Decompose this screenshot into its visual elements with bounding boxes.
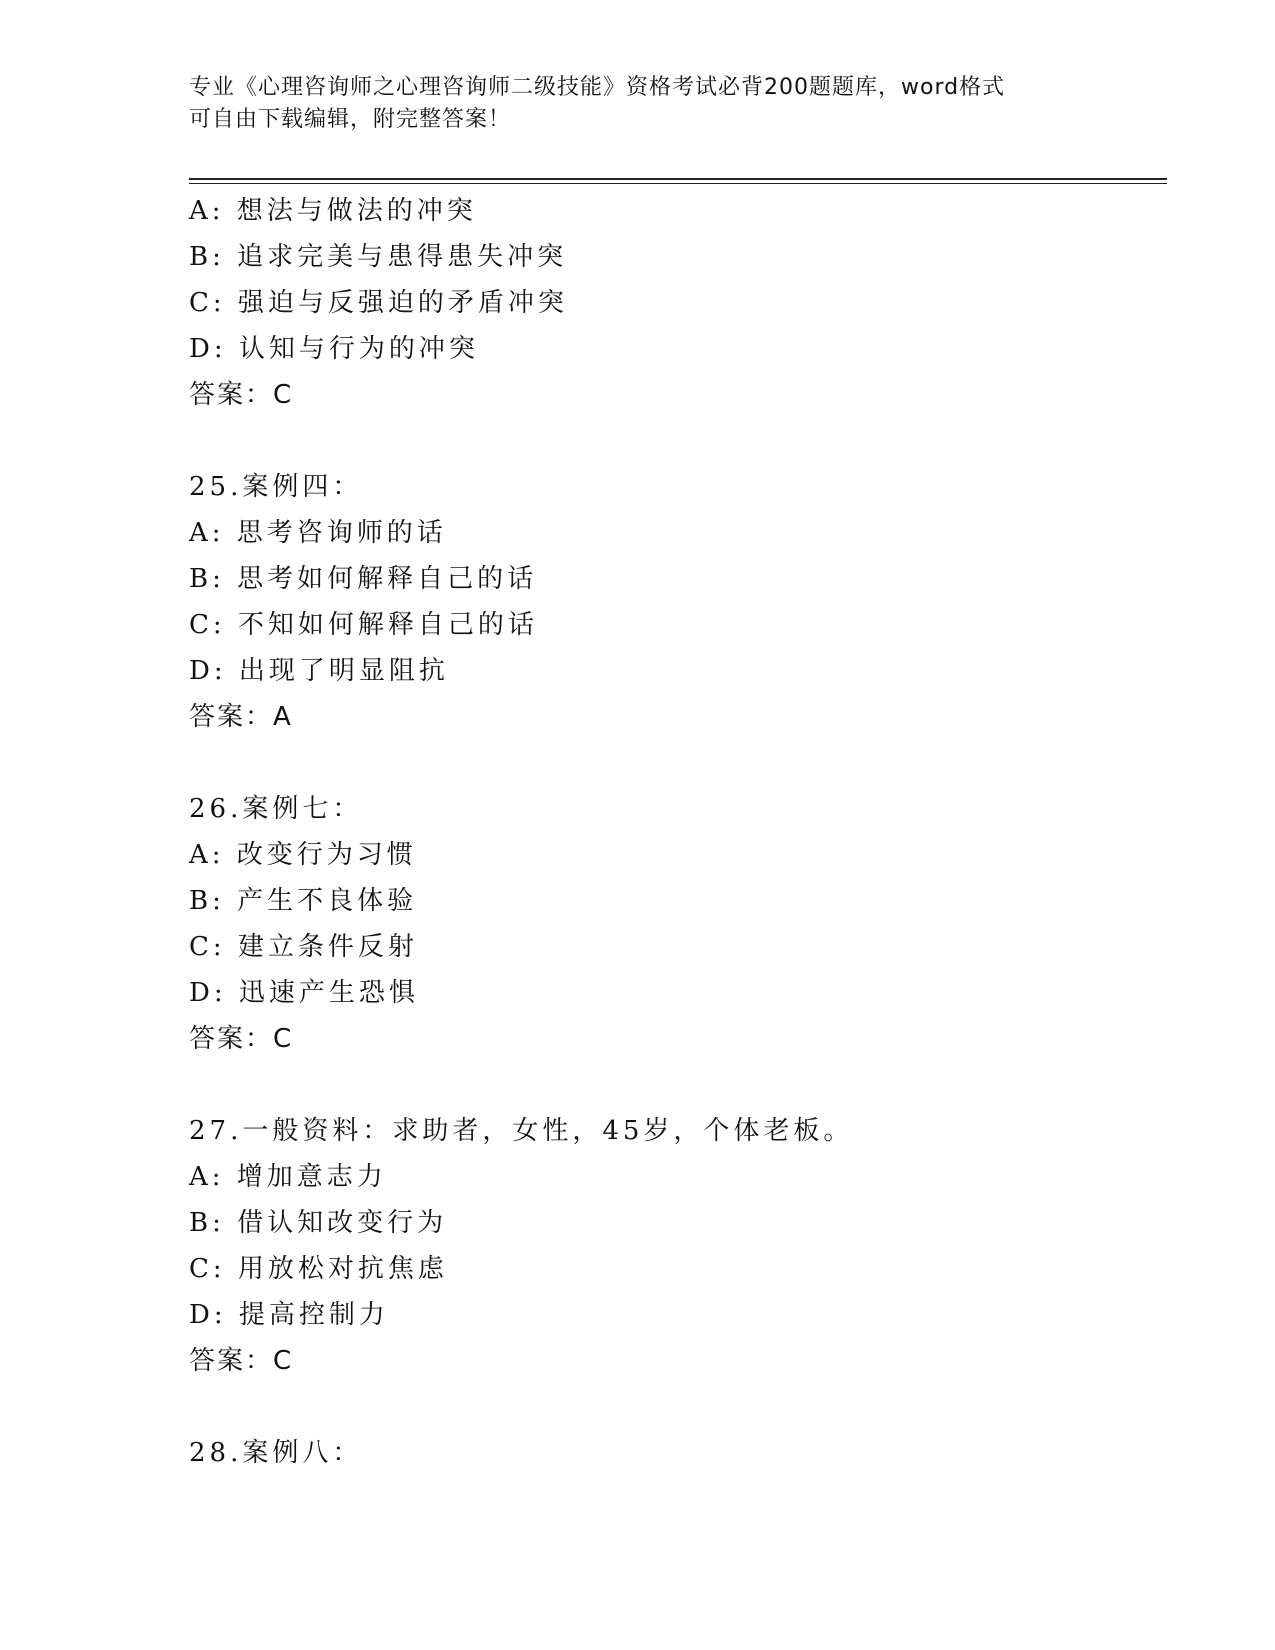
q26-option-c: C: 建立条件反射 (189, 932, 418, 962)
q27-answer: 答案：C (189, 1346, 294, 1376)
question-28-block (189, 1430, 1167, 1476)
q27-option-c: C: 用放松对抗焦虑 (189, 1254, 448, 1284)
q25-option-a: A: 思考咨询师的话 (189, 518, 447, 548)
spacer (189, 740, 1167, 786)
spacer (189, 1062, 1167, 1108)
q25-answer: 答案：A (189, 702, 293, 732)
q24-answer: 答案：C (189, 380, 294, 410)
question-24-block (189, 188, 1167, 418)
question-list (189, 188, 1167, 1476)
q28-title: 28.案例八： (189, 1438, 363, 1468)
q25-option-d: D: 出现了明显阻抗 (189, 656, 449, 686)
q24-option-c: C: 强迫与反强迫的矛盾冲突 (189, 288, 568, 318)
document-header (189, 72, 1089, 136)
q24-option-a: A: 想法与做法的冲突 (189, 196, 477, 226)
q27-option-a: A: 增加意志力 (189, 1162, 387, 1192)
q25-option-b: B: 思考如何解释自己的话 (189, 564, 538, 594)
q26-option-a: A: 改变行为习惯 (189, 840, 417, 870)
q25-option-c: C: 不知如何解释自己的话 (189, 610, 538, 640)
question-27-block (189, 1108, 1167, 1384)
spacer (189, 1384, 1167, 1430)
header-line-1: 专业《心理咨询师之心理咨询师二级技能》资格考试必背200题题库，word格式 (189, 75, 1006, 100)
header-divider-thin (189, 183, 1167, 184)
q24-option-d: D: 认知与行为的冲突 (189, 334, 479, 364)
q26-option-d: D: 迅速产生恐惧 (189, 978, 419, 1008)
q27-option-d: D: 提高控制力 (189, 1300, 389, 1330)
q24-option-b: B: 追求完美与患得患失冲突 (189, 242, 568, 272)
q26-option-b: B: 产生不良体验 (189, 886, 418, 916)
question-25-block (189, 464, 1167, 740)
q25-title: 25.案例四： (189, 472, 363, 502)
header-line-2: 可自由下载编辑，附完整答案！ (189, 107, 512, 132)
q26-title: 26.案例七： (189, 794, 363, 824)
question-26-block (189, 786, 1167, 1062)
spacer (189, 418, 1167, 464)
header-divider-thick (189, 178, 1167, 180)
q27-option-b: B: 借认知改变行为 (189, 1208, 448, 1238)
q26-answer: 答案：C (189, 1024, 294, 1054)
q27-title: 27.一般资料：求助者，女性，45岁，个体老板。 (189, 1116, 854, 1146)
